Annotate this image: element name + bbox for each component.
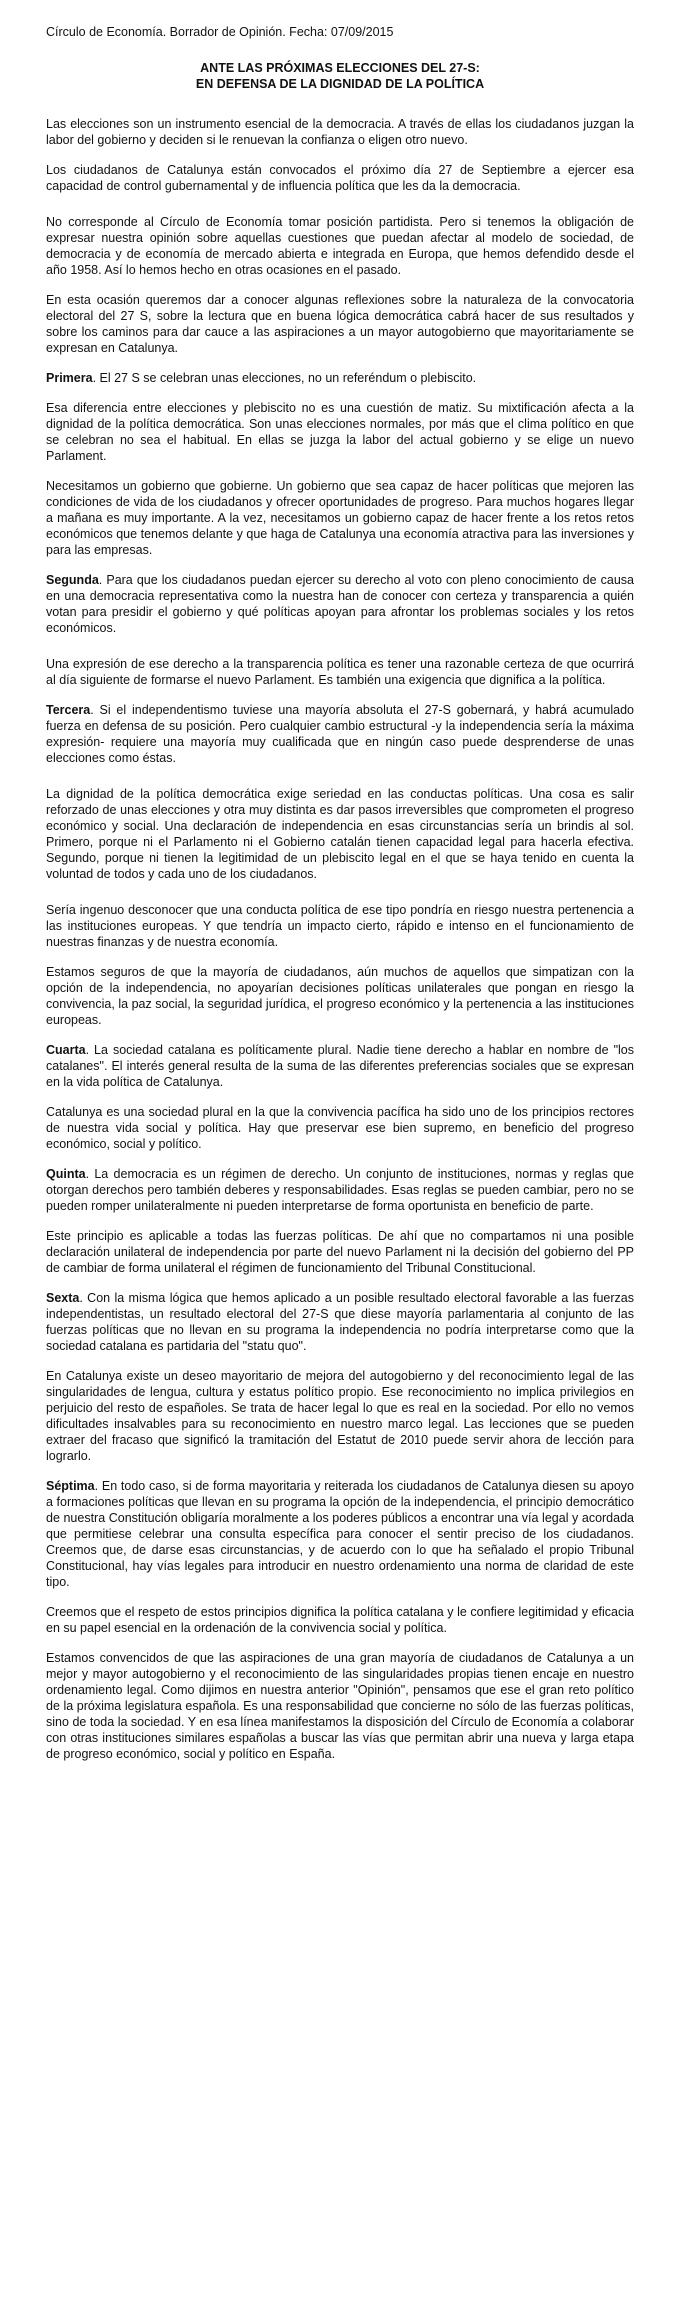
section-lead: Séptima [46,1479,95,1493]
section-lead: Primera [46,371,93,385]
paragraph: Estamos convencidos de que las aspiraciones de una gran mayoría de ciudadanos de Catalunya a un mejor y mayor autogobierno y el reconocimiento de las singularidades propias tienen encaje en nuestro ordenamiento legal. Como dijimos en nuestra anterior "Opinión", pensamos que ese el gran reto político de la próxima legislatura española. Es una responsabilidad que concierne no sólo de las fuerzas políticas, sino de toda la sociedad. Y en esa línea manifestamos la disposición del Círculo de Economía a colaborar con otras instituciones similares españolas a buscar las vías que permitan abrir una nueva y larga etapa de progreso económico, social y político en España. [46,1651,634,1761]
section-lead: Sexta [46,1291,80,1305]
section-quinta: Quinta. La democracia es un régimen de derecho. Un conjunto de instituciones, normas y reglas que otorgan derechos pero también deberes y responsabilidades. Esas reglas se pueden cambiar, pero no se pueden romper unilateralmente ni pueden interpretarse de forma oportunista en beneficio de parte. [46,1167,634,1213]
document-header: Círculo de Economía. Borrador de Opinión. Fecha: 07/09/2015 [46,25,394,39]
paragraph: En Catalunya existe un deseo mayoritario de mejora del autogobierno y del reconocimiento legal de las singularidades de lengua, cultura y estatus político propio. Ese reconocimiento no implica privilegios en perjuicio del resto de españoles. Se trata de hacer legal lo que es real en la sociedad. Por ello no vemos dificultades insalvables para su reconocimiento en nuestro marco legal. Las lecciones que se pueden extraer del fracaso que significó la tramitación del Estatut de 2010 puede servir ahora de lección para lograrlo. [46,1369,634,1463]
paragraph: Estamos seguros de que la mayoría de ciudadanos, aún muchos de aquellos que simpatizan con la opción de la independencia, no apoyarían decisiones políticas unilaterales que pongan en riesgo la convivencia, la paz social, la seguridad jurídica, el progreso económico y la pertenencia a las instituciones europeas. [46,965,634,1027]
section-lead: Quinta [46,1167,86,1181]
paragraph: Esa diferencia entre elecciones y plebiscito no es una cuestión de matiz. Su mixtificación afecta a la dignidad de la política democrática. Son unas elecciones normales, por más que el clima político en que se celebran no sea el habitual. En ellas se juzga la labor del actual gobierno y se elige un nuevo Parlament. [46,401,634,463]
section-primera: Primera. El 27 S se celebran unas elecciones, no un referéndum o plebiscito. [46,371,477,385]
paragraph: Una expresión de ese derecho a la transparencia política es tener una razonable certeza de que ocurrirá al día siguiente de formarse el nuevo Parlament. Es también una exigencia que dignifica a la política. [46,657,634,687]
paragraph: Los ciudadanos de Catalunya están convocados el próximo día 27 de Septiembre a ejercer esa capacidad de control gubernamental y de influencia política que les da la democracia. [46,163,634,193]
title-line-2: EN DEFENSA DE LA DIGNIDAD DE LA POLÍTICA [195,77,485,91]
section-lead: Tercera [46,703,91,717]
title-line-1: ANTE LAS PRÓXIMAS ELECCIONES DEL 27-S: [200,61,480,75]
section-cuarta: Cuarta. La sociedad catalana es políticamente plural. Nadie tiene derecho a hablar en nombre de "los catalanes". El interés general resulta de la suma de las diferentes preferencias sociales que se expresan en la vida política de Catalunya. [46,1043,634,1089]
paragraph: Catalunya es una sociedad plural en la que la convivencia pacífica ha sido uno de los principios rectores de nuestra vida social y política. Hay que preservar ese bien supremo, en beneficio del progreso económico, social y político. [46,1105,634,1151]
section-lead: Cuarta [46,1043,86,1057]
paragraph: Creemos que el respeto de estos principios dignifica la política catalana y le confiere legitimidad y eficacia en su papel esencial en la ordenación de la convivencia social y política. [46,1605,634,1635]
section-septima: Séptima. En todo caso, si de forma mayoritaria y reiterada los ciudadanos de Catalunya diesen su apoyo a formaciones políticas que llevan en su programa la opción de la independencia, el principio democrático de nuestra Constitución obligaría moralmente a los poderes públicos a encontrar una vía legal y acordada que permitiese celebrar una consulta específica para conocer el sentir preciso de los ciudadanos. Creemos que, de darse esas circunstancias, y de acuerdo con lo que ha señalado el propio Tribunal Constitucional, hay vías legales para introducir en nuestro ordenamiento una norma de claridad de este tipo. [46,1479,634,1589]
paragraph: No corresponde al Círculo de Economía tomar posición partidista. Pero si tenemos la obligación de expresar nuestra opinión sobre aquellas cuestiones que puedan afectar al modelo de sociedad, de democracia y de economía de mercado abierta e integrada en Europa, que hemos defendido desde el año 1958. Así lo hemos hecho en otras ocasiones en el pasado. [46,215,634,277]
section-segunda: Segunda. Para que los ciudadanos puedan ejercer su derecho al voto con pleno conocimiento de causa en una democracia representativa como la nuestra han de conocer con certeza y transparencia a quién votan para presidir el gobierno y qué políticas apoyan para afrontar los problemas sociales y los retos económicos. [46,573,634,635]
document-body [46,116,634,1762]
paragraph: Necesitamos un gobierno que gobierne. Un gobierno que sea capaz de hacer políticas que mejoren las condiciones de vida de los ciudadanos y ofrecer oportunidades de progreso. Para muchos hogares llegar a mañana es muy importante. A la vez, necesitamos un gobierno capaz de hacer frente a los retos retos económicos que tenemos delante y que haga de Catalunya una economía atractiva para las inversiones y para las empresas. [46,479,634,557]
paragraph: En esta ocasión queremos dar a conocer algunas reflexiones sobre la naturaleza de la convocatoria electoral del 27 S, sobre la lectura que en buena lógica democrática cabrá hacer de sus resultados y sobre los caminos para dar cauce a las aspiraciones a un mayor autogobierno que mayoritariamente se expresan en Catalunya. [46,293,634,355]
section-tercera: Tercera. Si el independentismo tuviese una mayoría absoluta el 27-S gobernará, y habrá acumulado fuerza en defensa de su posición. Pero cualquier cambio estructural -y la independencia sería la máxima expresión- requiere una mayoría muy cualificada que en ningún caso puede desprenderse de unas elecciones como éstas. [46,703,634,765]
paragraph: Este principio es aplicable a todas las fuerzas políticas. De ahí que no compartamos ni una posible declaración unilateral de independencia por parte del nuevo Parlament ni la decisión del gobierno del PP de cambiar de forma unilateral el régimen de funcionamiento del Tribunal Constitucional. [46,1229,634,1275]
section-lead: Segunda [46,573,99,587]
paragraph: Sería ingenuo desconocer que una conducta política de ese tipo pondría en riesgo nuestra pertenencia a las instituciones europeas. Y que tendría un impacto cierto, rápido e intenso en el funcionamiento de nuestras finanzas y de nuestra economía. [46,903,634,949]
paragraph: Las elecciones son un instrumento esencial de la democracia. A través de ellas los ciudadanos juzgan la labor del gobierno y deciden si le renuevan la confianza o eligen otro nuevo. [46,117,634,147]
document-title [46,60,634,92]
paragraph: La dignidad de la política democrática exige seriedad en las conductas políticas. Una cosa es salir reforzado de unas elecciones y otra muy distinta es dar pasos irreversibles que comprometen el progreso económico y social. Una declaración de independencia en esas circunstancias sería un brindis al sol. Primero, porque ni el Parlamento ni el Gobierno catalán tienen capacidad legal para hacerla efectiva. Segundo, porque ni tienen la legitimidad de un plebiscito legal en el que se haya tenido en cuenta la voluntad de todos y cada uno de los ciudadanos. [46,787,634,881]
section-sexta: Sexta. Con la misma lógica que hemos aplicado a un posible resultado electoral favorable a las fuerzas independentistas, un resultado electoral del 27-S que diese mayoría parlamentaria al conjunto de las fuerzas políticas que no llevan en su programa la independencia no podría interpretarse como que la sociedad catalana es partidaria del "statu quo". [46,1291,634,1353]
